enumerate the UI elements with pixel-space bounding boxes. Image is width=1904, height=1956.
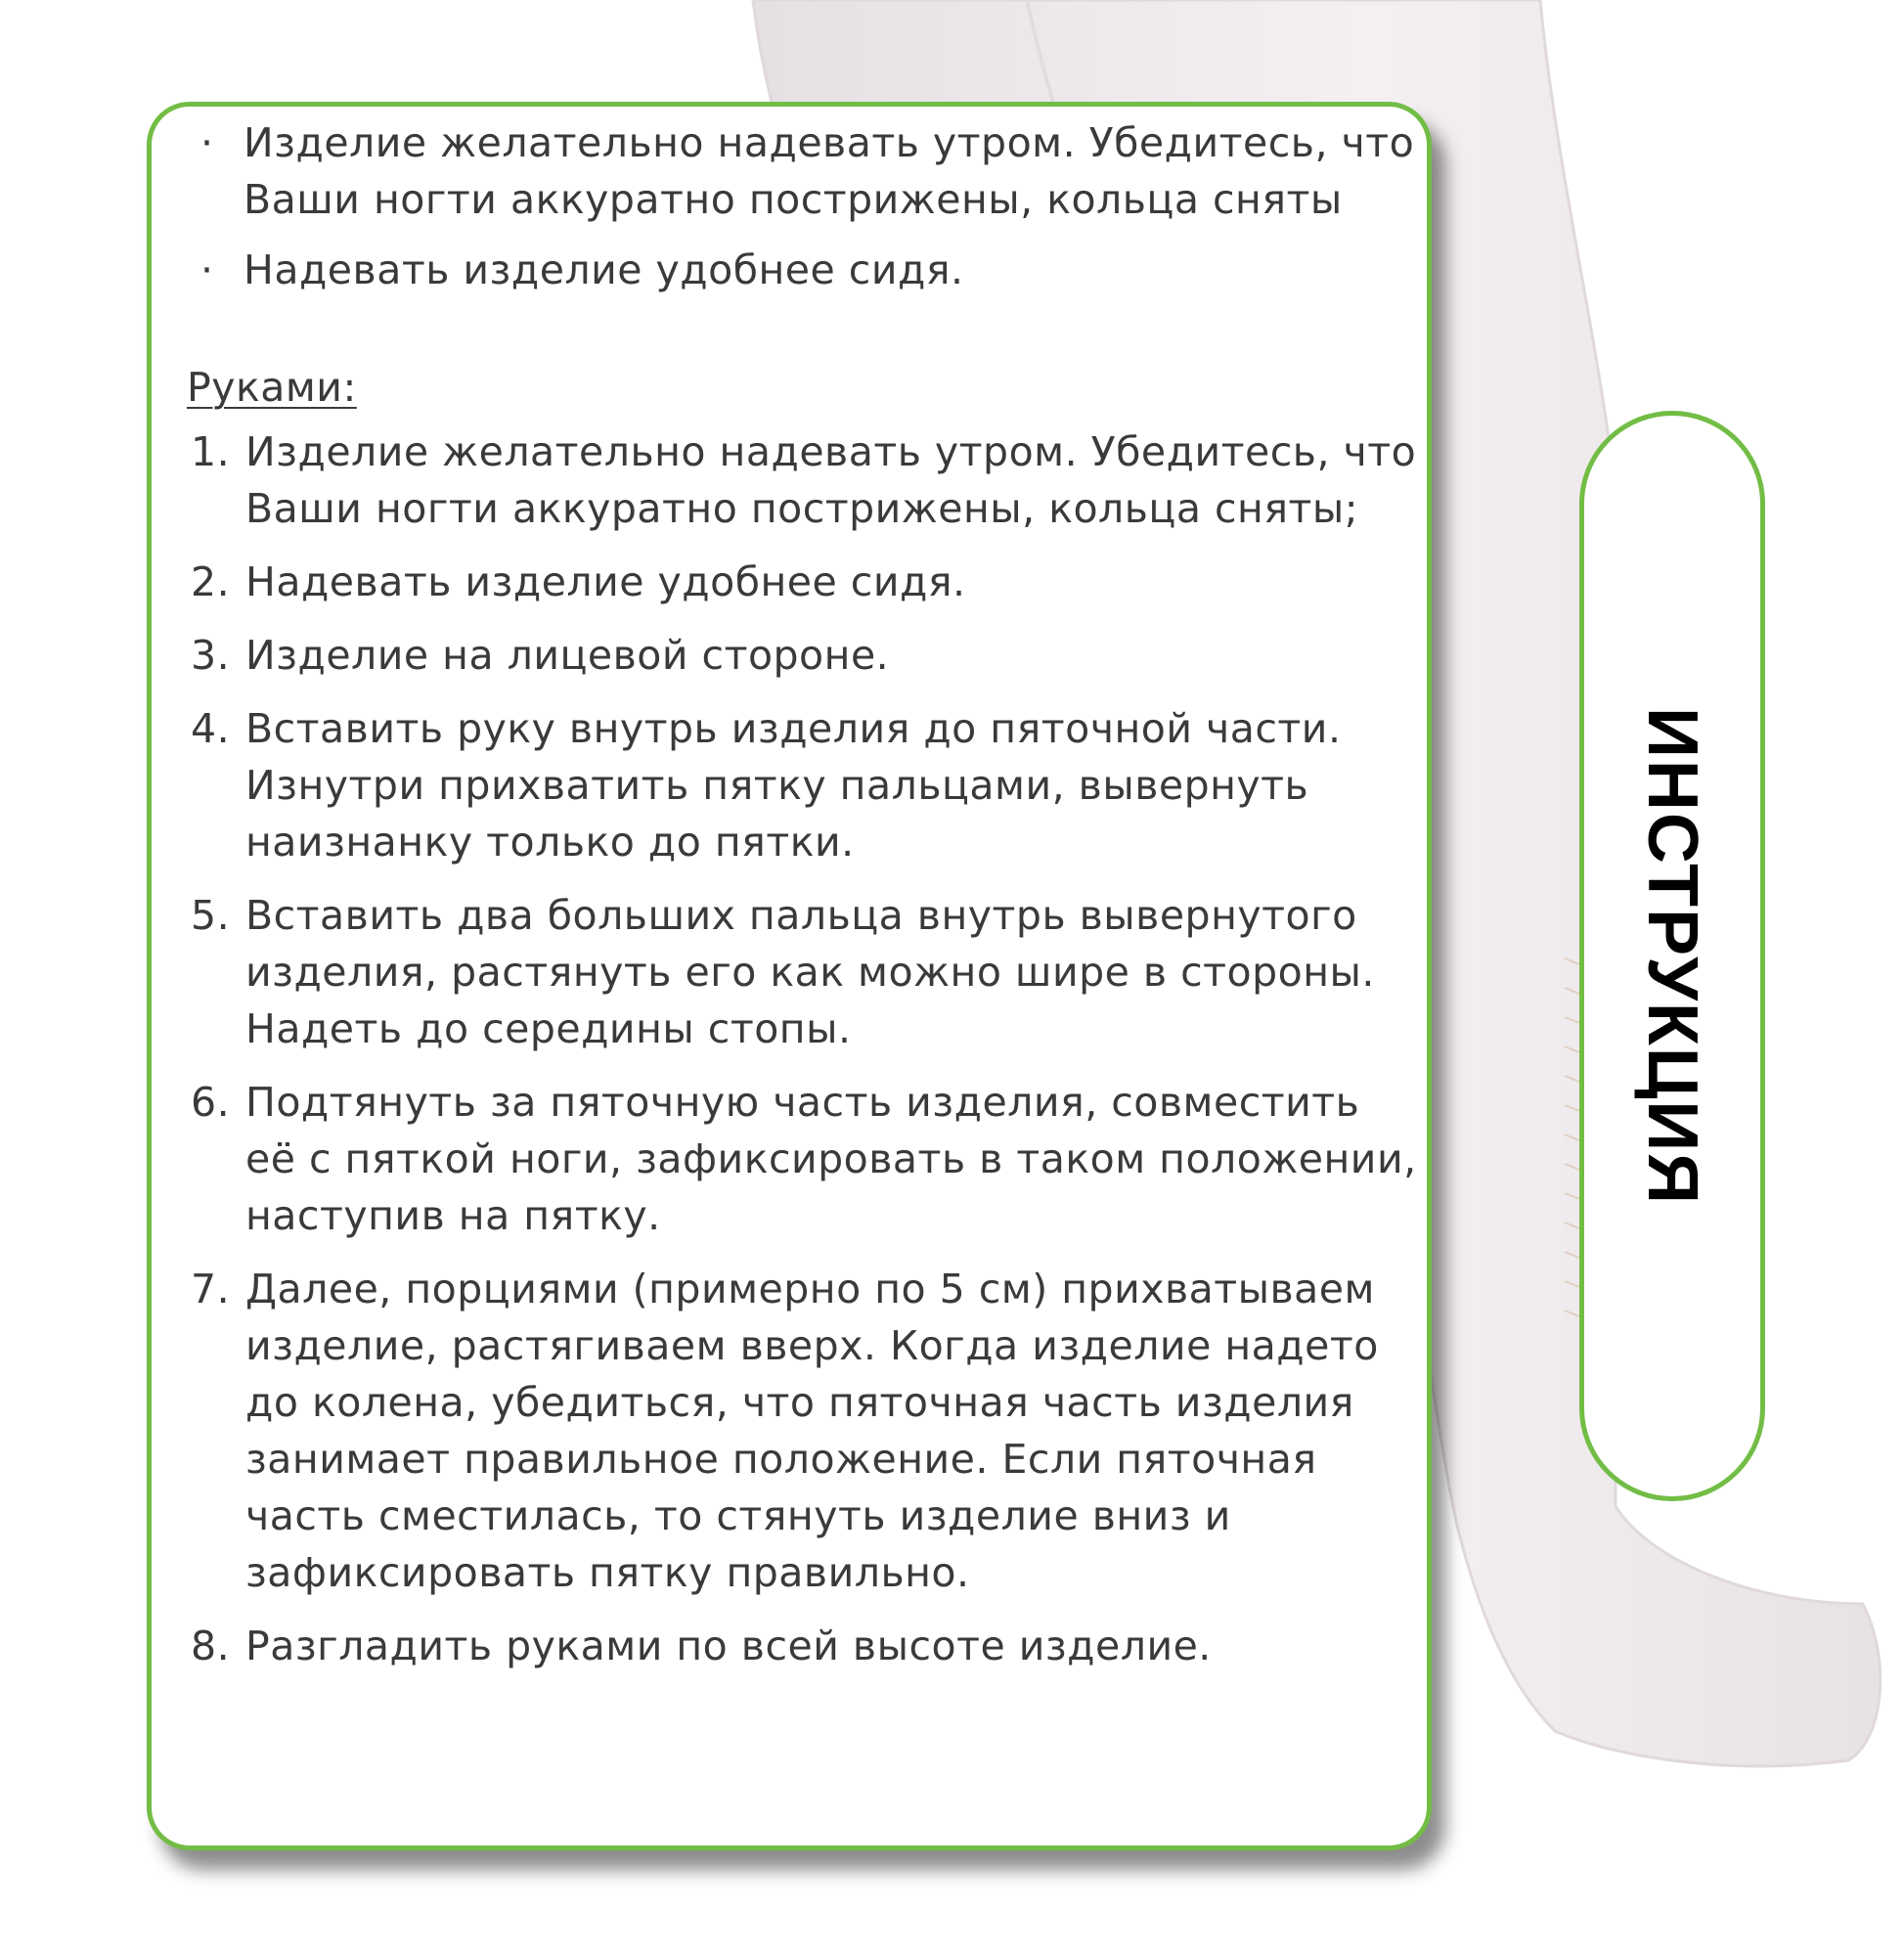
- step-item: [187, 423, 1419, 537]
- step-text: Далее, порциями (примерно по 5 см) прихватываем изделие, растягиваем вверх. Когда изделие надето до колена, убедиться, что пяточная часть изделия занимает правильное положение. Если пяточная часть сместилась, то стянуть изделие вниз и зафиксировать пятку правильно.: [245, 1266, 1379, 1596]
- step-number: 2.: [191, 558, 231, 605]
- step-number: 8.: [191, 1623, 231, 1669]
- step-text: Вставить два больших пальца внутрь вывернутого изделия, растянуть его как можно шире в стороны. Надеть до середины стопы.: [245, 892, 1375, 1052]
- step-text: Подтянуть за пяточную часть изделия, совместить её с пяткой ноги, зафиксировать в таком положении, наступив на пятку.: [245, 1079, 1417, 1239]
- step-number: 1.: [191, 428, 231, 475]
- step-item: [187, 1261, 1419, 1601]
- step-text: Изделие желательно надевать утром. Убедитесь, что Ваши ногти аккуратно пострижены, кольца сняты;: [245, 428, 1417, 532]
- step-item: [187, 554, 1419, 610]
- step-number: 3.: [191, 632, 231, 679]
- steps-list: [187, 423, 1419, 1674]
- bullet-text: Изделие желательно надевать утром. Убедитесь, что Ваши ногти аккуратно пострижены, кольца сняты: [244, 119, 1415, 223]
- step-number: 7.: [191, 1266, 231, 1312]
- step-item: [187, 700, 1419, 870]
- list-item: [187, 242, 1419, 298]
- step-number: 4.: [191, 705, 231, 752]
- step-item: [187, 1618, 1419, 1674]
- instruction-card: [147, 102, 1432, 1850]
- bullet-text: Надевать изделие удобнее сидя.: [244, 246, 964, 293]
- side-label: ИНСТРУКЦИЯ: [1633, 706, 1711, 1206]
- step-text: Надевать изделие удобнее сидя.: [245, 558, 966, 605]
- bullet-marker: ·: [200, 246, 214, 293]
- step-text: Вставить руку внутрь изделия до пяточной части. Изнутри прихватить пятку пальцами, вывернуть наизнанку только до пятки.: [245, 705, 1342, 866]
- step-item: [187, 887, 1419, 1057]
- step-item: [187, 1074, 1419, 1244]
- bullet-marker: ·: [200, 119, 214, 166]
- step-number: 6.: [191, 1079, 231, 1126]
- step-text: Изделие на лицевой стороне.: [245, 632, 890, 679]
- section-title: Руками:: [187, 364, 357, 411]
- instruction-content: [187, 107, 1419, 1691]
- list-item: [187, 114, 1419, 228]
- step-item: [187, 627, 1419, 684]
- step-number: 5.: [191, 892, 231, 939]
- side-label-pill: [1579, 411, 1765, 1501]
- step-text: Разгладить руками по всей высоте изделие.: [245, 1623, 1212, 1669]
- general-tips-list: [187, 107, 1419, 298]
